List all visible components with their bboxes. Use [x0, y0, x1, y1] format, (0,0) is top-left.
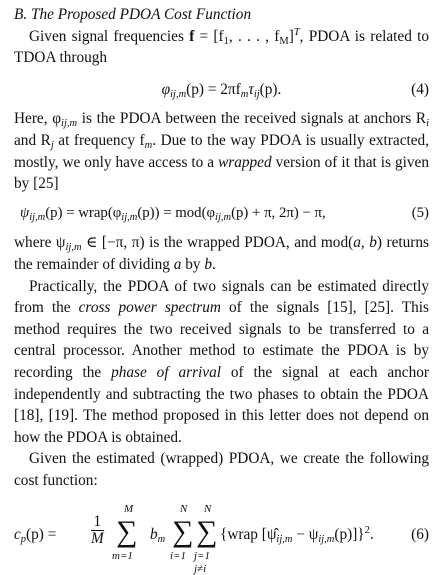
- paragraph-3: where $\psi_{ij,m}$ ∈ [−π, π) is the wrapped PDOA, and mod(a, b) returns the remainder of dividing a by b.: [14, 234, 429, 273]
- equation-5: $\psi_{ij,m}(p)$ = $wrap(\varphi_{ij,m}(p)) = mod(\varphi_{ij,m}(p) + \pi$, 2π) − π, (5): [20, 204, 429, 223]
- equation-4: $\varphi_{ij,m}(p) = 2\pi f_m\tau_{ij}(p)$. (4): [161, 80, 429, 100]
- paper-page: [14, 0, 429, 575]
- paragraph-2: Here, $\varphi_{ij,m}$ is the PDOA between the received signals at anchors $R_i$ and $R_j$ at frequency $f_m$. Due to the way PDOA is usually extracted, mostly, we only have access to a wrapped version of it that is given by [25]: [14, 110, 429, 193]
- sum-symbol: ∑: [116, 515, 138, 549]
- paragraph-1: Given signal frequencies $f = [f_1$, . . . , $f_M]^T$, PDOA is related to TDOA through: [14, 26, 430, 67]
- equation-6: $c_p(p)$ = $\frac{1}{M}$ M ∑ m=1 $b_m$ N ∑ i=1 N ∑ j=1 j≠i {wrap $[\psî_{ij,m} - \psi_{ij,m}(p)]\}^2$. (6): [14, 503, 429, 575]
- equation-number-5: (5): [411, 204, 429, 221]
- paragraph-4: Practically, the PDOA of two signals can be estimated directly from the cross power spectrum of the signals [15], [25]. This method requires the two received signals to be transferred to a central processor. Another method to estimate the PDOA is by recording the phase of arrival of the signal at each anchor independently and subtracting the two phases to obtain the PDOA [18], [19]. The method proposed in this letter does not depend on how the PDOA is obtained.: [14, 277, 429, 446]
- paragraph-5: Given the estimated (wrapped) PDOA, we create the following cost function:: [14, 450, 429, 489]
- sum-symbol: ∑: [172, 515, 194, 549]
- equation-number-4: (4): [411, 80, 429, 98]
- sum-symbol: ∑: [196, 515, 218, 549]
- equation-number-6: (6): [411, 526, 429, 544]
- section-heading: B. The Proposed PDOA Cost Function: [14, 6, 252, 23]
